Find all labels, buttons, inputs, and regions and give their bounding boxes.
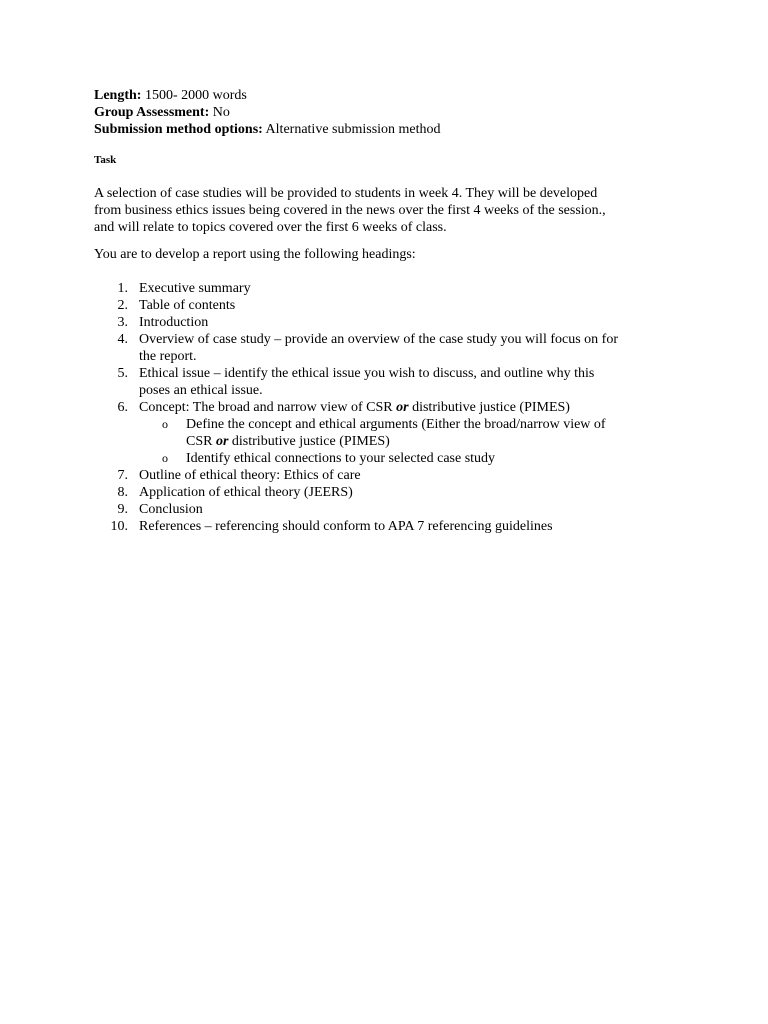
list-item-number: 7. [117,468,128,483]
assessment-details [94,87,694,138]
task-description-line: and will relate to topics covered over the first 6 weeks of class. [94,220,447,235]
list-item-text-continued: poses an ethical issue. [139,383,263,398]
group-assessment-value: No [209,105,230,120]
list-item-number: 9. [117,502,128,517]
list-item [94,297,694,314]
list-item [94,280,694,297]
hollow-bullet-icon: o [162,451,168,465]
task-description [94,185,684,236]
list-item [94,484,694,501]
length-value: 1500- 2000 words [141,88,247,103]
report-headings-list [94,280,694,535]
headings-instruction-text: You are to develop a report using the following headings: [94,247,416,262]
task-description-line: A selection of case studies will be provided to students in week 4. They will be developed [94,186,598,201]
list-item-number: 1. [117,281,128,296]
list-item [94,399,694,416]
list-item-text: References – referencing should conform to APA 7 referencing guidelines [139,519,553,534]
list-item-number: 3. [117,315,128,330]
length-label: Length: [94,88,142,103]
list-item-number: 5. [117,366,128,381]
list-item [94,518,694,535]
concept-text-start: Concept: The broad and narrow view of CSR [139,400,397,415]
list-item-text: Table of contents [139,298,236,313]
list-item-text-continued: the report. [139,349,197,364]
emphasis-or: or [396,400,409,415]
concept-text-end: distributive justice (PIMES) [408,400,570,415]
list-item-number: 6. [117,400,128,415]
list-item-text: Executive summary [139,281,251,296]
list-item-text [139,399,694,416]
list-item-number: 4. [117,332,128,347]
sub-list-item [94,416,694,450]
list-item-text: Outline of ethical theory: Ethics of care [139,468,361,483]
list-item-text: Introduction [139,315,209,330]
sub-list-item-text: Define the concept and ethical arguments (Either the broad/narrow view of [186,417,606,432]
emphasis-or: or [215,434,229,449]
list-item [94,365,694,399]
list-item-text: Overview of case study – provide an overview of the case study you will focus on for [139,332,618,347]
list-item-number: 8. [117,485,128,500]
hollow-bullet-icon: o [162,417,168,431]
list-item-text: Conclusion [139,502,203,517]
list-item-text: Application of ethical theory (JEERS) [139,485,353,500]
list-item-number: 2. [117,298,128,313]
sub-list-item-text: Identify ethical connections to your selected case study [186,451,496,466]
sub-text-end: distributive justice (PIMES) [228,434,390,449]
length-line [94,87,694,104]
headings-instruction [94,246,684,263]
sub-list-item-text-continued [186,433,694,450]
sub-text-start: CSR [186,434,216,449]
list-item [94,467,694,484]
sub-list-item [94,450,694,467]
list-item-number: 10. [110,519,128,534]
list-item-text: Ethical issue – identify the ethical issue you wish to discuss, and outline why this [139,366,595,381]
submission-method-line [94,121,694,138]
list-item [94,314,694,331]
list-item [94,331,694,365]
group-assessment-line [94,104,694,121]
group-assessment-label: Group Assessment: [94,105,210,120]
task-heading: Task [94,154,117,166]
submission-method-label: Submission method options: [94,122,263,137]
task-description-line: from business ethics issues being covered in the news over the first 4 weeks of the session., [94,203,606,218]
list-item [94,501,694,518]
submission-method-value: Alternative submission method [262,122,441,137]
